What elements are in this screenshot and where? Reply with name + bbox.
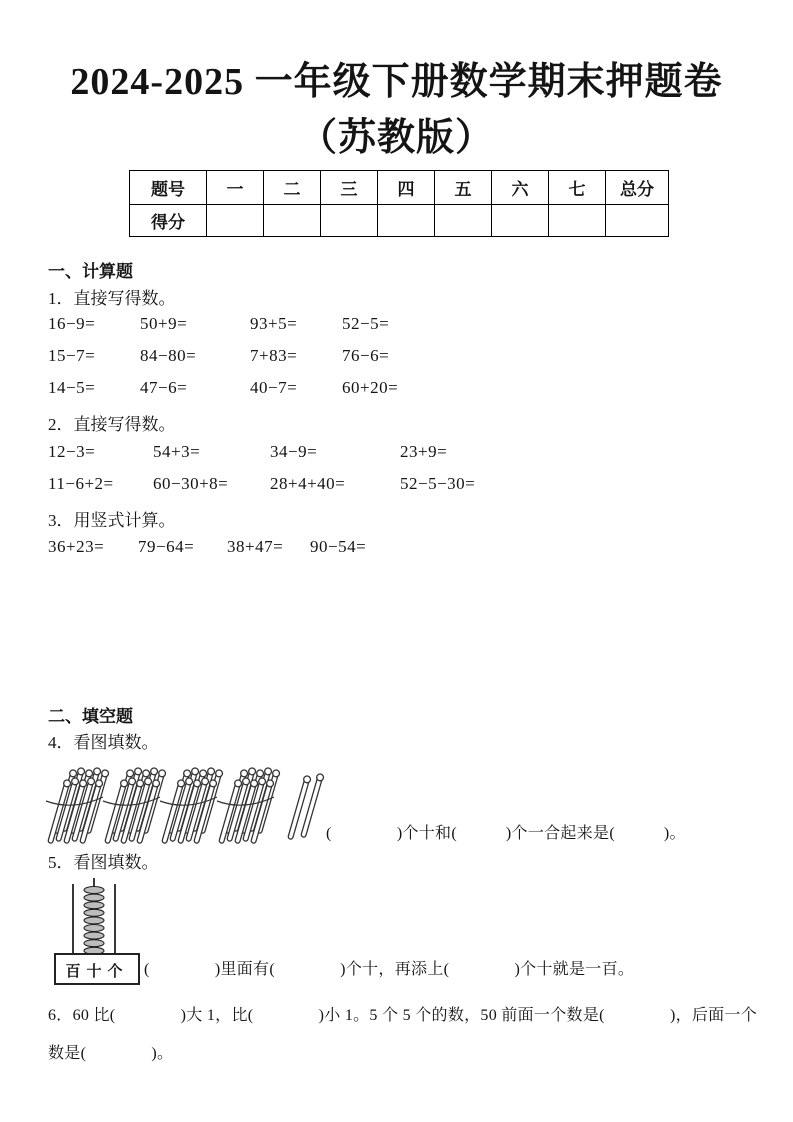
equation: 40−7= bbox=[250, 378, 298, 397]
section-2-heading: 二、填空题 bbox=[48, 707, 133, 726]
abacus-figure bbox=[50, 876, 152, 994]
section-1-heading: 一、计算题 bbox=[48, 262, 133, 281]
score-value-cell bbox=[435, 205, 492, 237]
score-table-corner-cell: 题号 bbox=[130, 171, 207, 205]
abacus-bead bbox=[84, 902, 104, 909]
question-2-row bbox=[48, 442, 548, 466]
equation: 15−7= bbox=[48, 346, 96, 365]
equation: 52−5= bbox=[342, 314, 390, 333]
question-5-blank-line: ( )里面有( )个十，再添上( )个十就是一百。 bbox=[144, 961, 635, 978]
equation: 47−6= bbox=[140, 378, 188, 397]
equation: 36+23= bbox=[48, 537, 105, 556]
equation: 60−30+8= bbox=[153, 474, 229, 493]
equation: 52−5−30= bbox=[400, 474, 476, 493]
question-3-row bbox=[48, 537, 468, 561]
score-table-column-header: 一 bbox=[207, 171, 264, 205]
equation: 28+4+40= bbox=[270, 474, 346, 493]
equation: 50+9= bbox=[140, 314, 188, 333]
question-1-label: 1．直接写得数。 bbox=[48, 289, 176, 308]
abacus-bead bbox=[84, 940, 104, 947]
score-row-label: 得分 bbox=[130, 205, 207, 237]
question-2-row bbox=[48, 474, 548, 498]
equation: 11−6+2= bbox=[48, 474, 114, 493]
question-4-label: 4．看图填数。 bbox=[48, 733, 159, 752]
abacus-bead bbox=[84, 917, 104, 924]
score-value-cell bbox=[378, 205, 435, 237]
page-title: 2024-2025 一年级下册数学期末押题卷 bbox=[70, 61, 723, 103]
abacus-bead bbox=[84, 887, 104, 894]
score-table-column-header: 六 bbox=[492, 171, 549, 205]
question-4-blank-line: ( )个十和( )个一合起来是( )。 bbox=[326, 825, 686, 842]
abacus-bead bbox=[84, 894, 104, 901]
equation: 76−6= bbox=[342, 346, 390, 365]
abacus-bead bbox=[84, 909, 104, 916]
equation: 90−54= bbox=[310, 537, 367, 556]
question-1-row bbox=[48, 314, 468, 338]
question-6-line-1: 6．60 比( )大 1，比( )小 1。5 个 5 个的数，50 前面一个数是( )，后面一个 bbox=[48, 1007, 758, 1024]
equation: 34−9= bbox=[270, 442, 318, 461]
score-value-cell bbox=[606, 205, 669, 237]
score-value-cell bbox=[549, 205, 606, 237]
score-table-column-header: 七 bbox=[549, 171, 606, 205]
abacus-rod-label: 百 bbox=[65, 964, 81, 980]
question-6-line-2: 数是( )。 bbox=[48, 1045, 174, 1062]
abacus-bead bbox=[84, 932, 104, 939]
score-table-column-header: 二 bbox=[264, 171, 321, 205]
score-table bbox=[129, 170, 669, 237]
equation: 16−9= bbox=[48, 314, 96, 333]
equation: 38+47= bbox=[227, 537, 284, 556]
question-2-label: 2．直接写得数。 bbox=[48, 415, 176, 434]
score-table-column-header: 五 bbox=[435, 171, 492, 205]
equation: 23+9= bbox=[400, 442, 448, 461]
abacus-rod-label: 十 bbox=[86, 964, 102, 980]
abacus-bead bbox=[84, 925, 104, 932]
equation: 14−5= bbox=[48, 378, 96, 397]
score-value-cell bbox=[492, 205, 549, 237]
score-table-column-header: 三 bbox=[321, 171, 378, 205]
equation: 84−80= bbox=[140, 346, 197, 365]
equation: 54+3= bbox=[153, 442, 201, 461]
score-value-cell bbox=[264, 205, 321, 237]
score-table-column-header: 四 bbox=[378, 171, 435, 205]
equation: 93+5= bbox=[250, 314, 298, 333]
question-5-label: 5．看图填数。 bbox=[48, 853, 159, 872]
equation: 79−64= bbox=[138, 537, 195, 556]
page-subtitle: （苏教版） bbox=[298, 117, 494, 159]
score-table-header-row bbox=[130, 171, 669, 205]
score-table-column-header: 总分 bbox=[606, 171, 669, 205]
abacus-rod-label: 个 bbox=[107, 964, 123, 980]
equation: 60+20= bbox=[342, 378, 399, 397]
equation: 7+83= bbox=[250, 346, 298, 365]
counting-sticks-figure bbox=[45, 753, 345, 849]
question-3-label: 3．用竖式计算。 bbox=[48, 511, 176, 530]
score-value-cell bbox=[321, 205, 378, 237]
question-1-row bbox=[48, 346, 468, 370]
equation: 12−3= bbox=[48, 442, 96, 461]
question-1-row bbox=[48, 378, 468, 402]
score-value-cell bbox=[207, 205, 264, 237]
score-table-value-row bbox=[130, 205, 669, 237]
